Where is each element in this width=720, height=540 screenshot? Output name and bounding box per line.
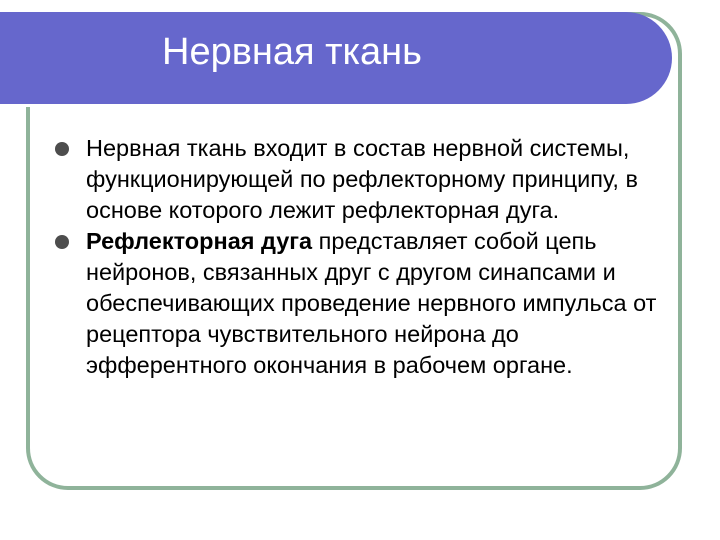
bullet-dot-icon [55,142,69,156]
bullet-dot-icon [55,235,69,249]
bullet-bold-term-2: Рефлекторная дуга [86,228,313,254]
title-underline [0,104,636,107]
bullet-text-2: представляет собой цепь нейронов, связанных друг с другом синапсами и обеспечивающих проведение нервного импульса от рецептора чувствительного нейрона до эфферентного окончания в рабочем органе. [86,228,657,378]
bullet-list [54,133,666,381]
bullet-item-1 [54,133,666,226]
bullet-text-1: Нервная ткань входит в состав нервной системы, функционирующей по рефлекторному принципу, в основе которого лежит рефлекторная дуга. [86,135,638,223]
bullet-item-2 [54,226,666,381]
slide-title: Нервная ткань [162,31,422,73]
